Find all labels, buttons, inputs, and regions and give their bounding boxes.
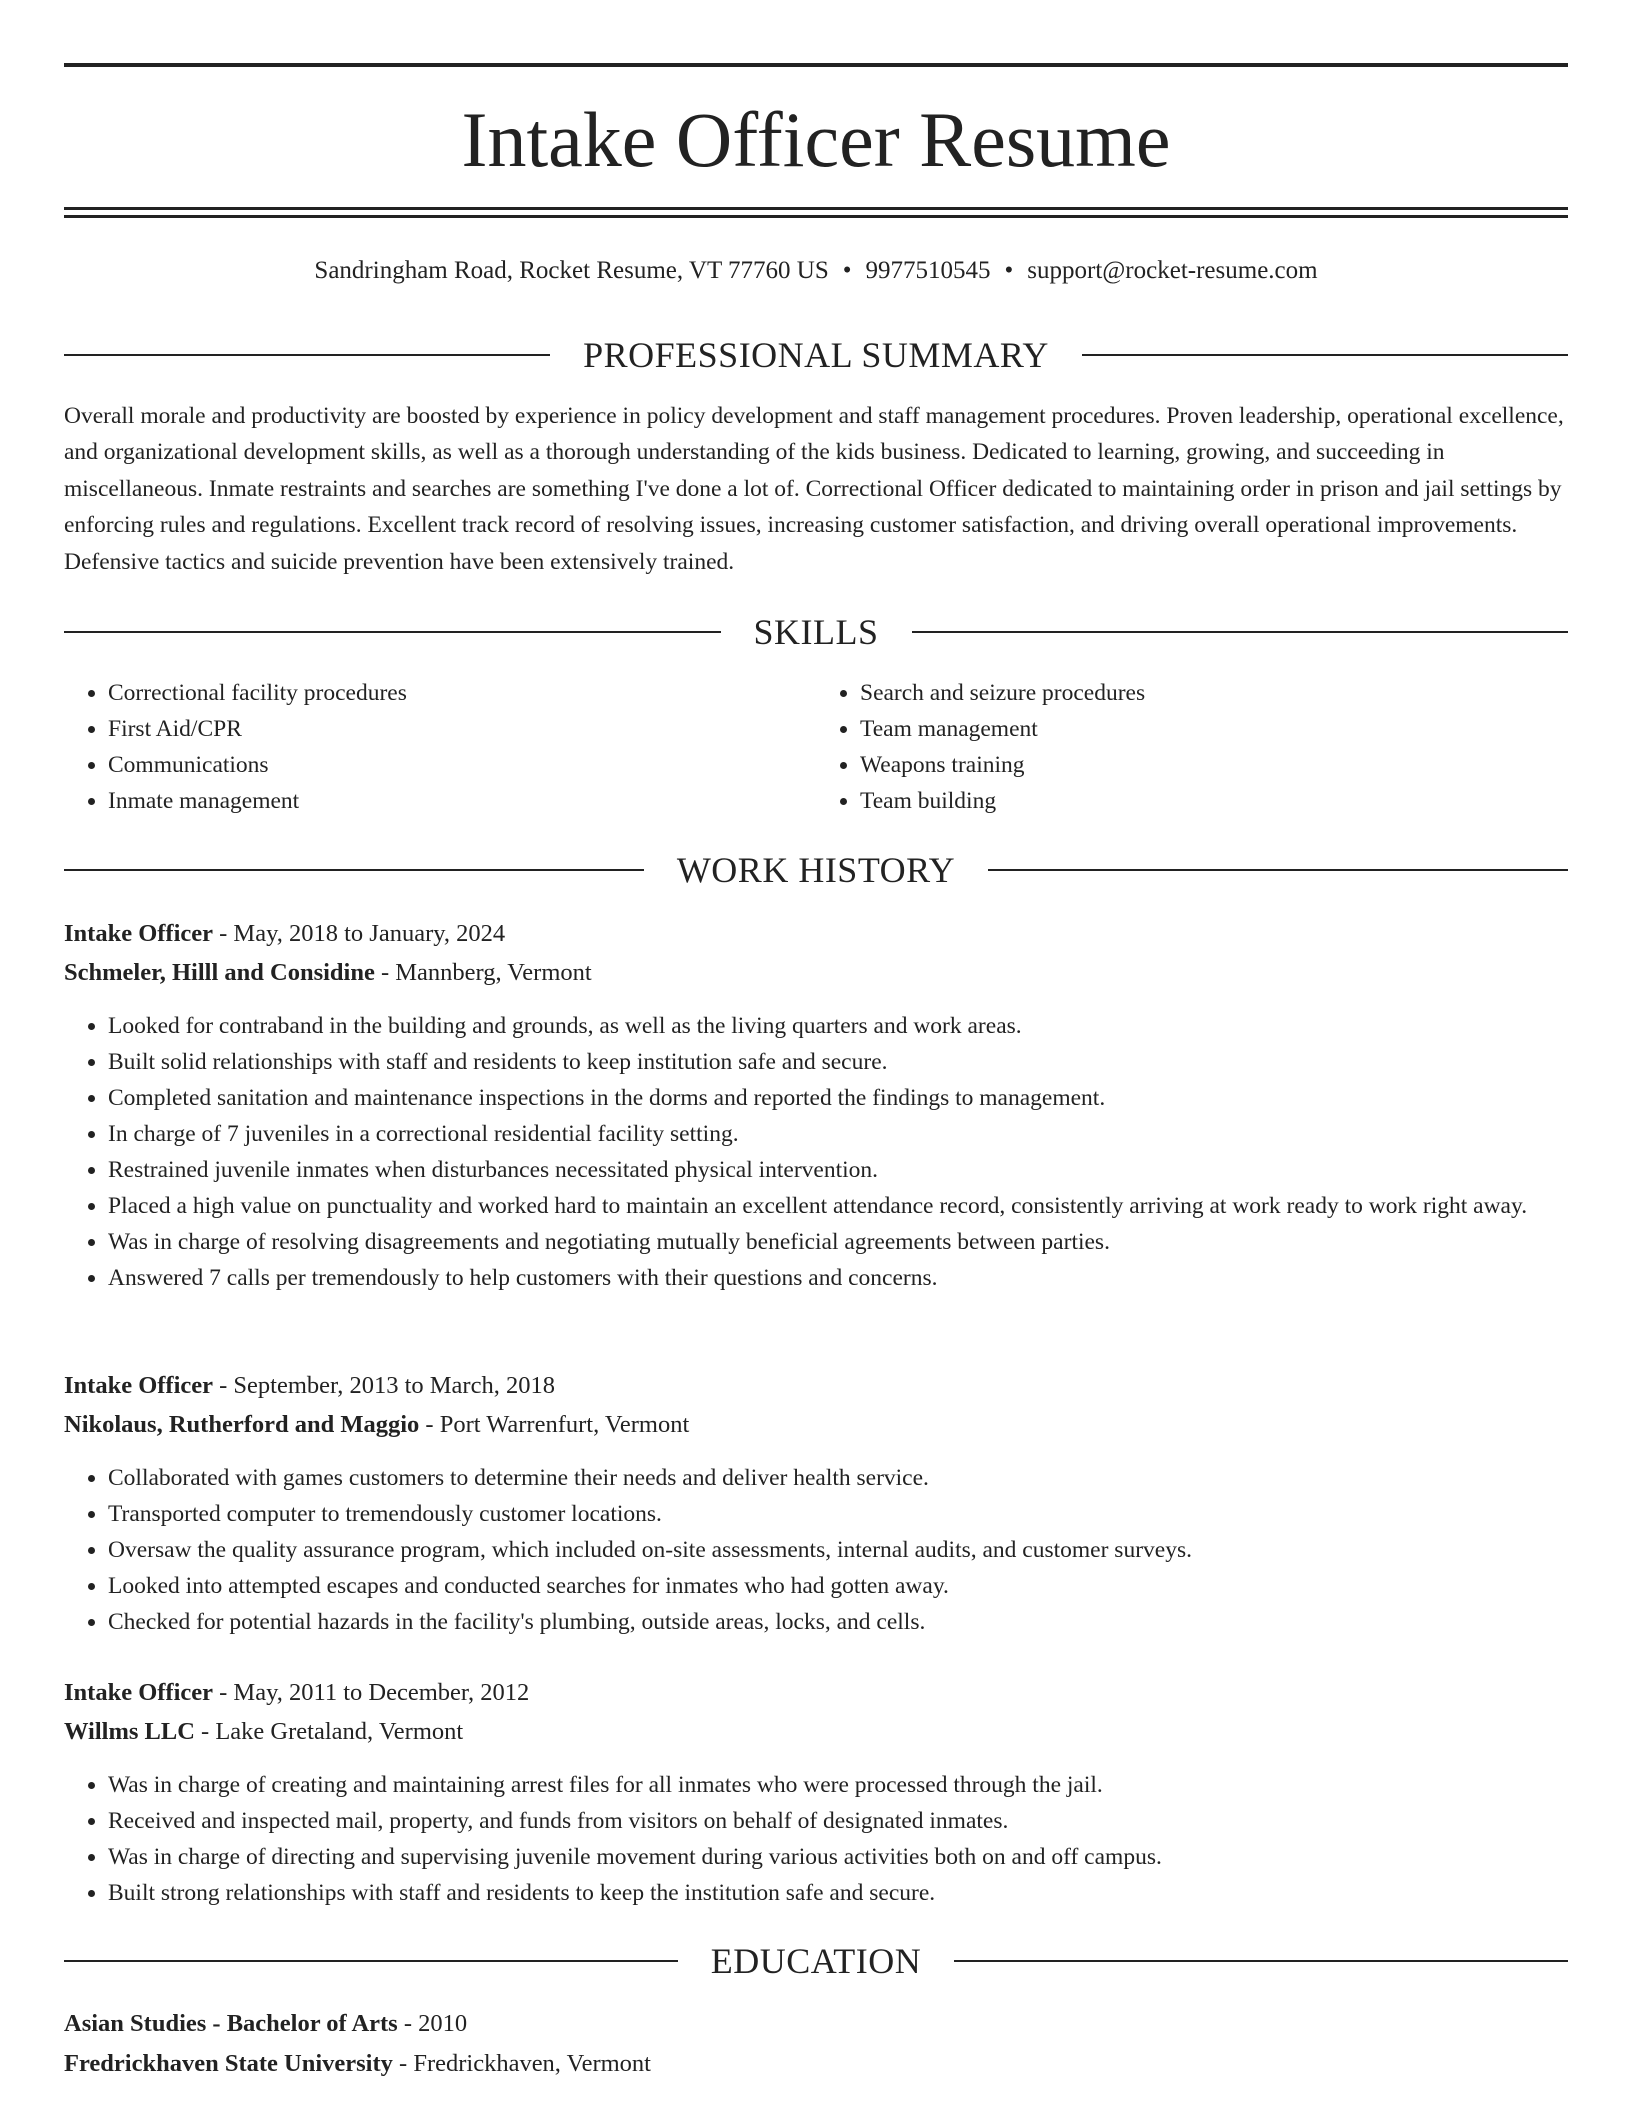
divider-line [64, 631, 721, 633]
contact-email: support@rocket-resume.com [1027, 257, 1318, 284]
summary-text: Overall morale and productivity are boosted by experience in policy development and staff management procedures. Proven leadership, operational excellence, and organizational development skills, as well as a thorough understanding of the kids business. Dedicated to learning, growing, and succeeding in miscellaneous. Inmate restraints and searches are something I've done a lot of. Correctional Officer dedicated to maintaining order in prison and jail settings by enforcing rules and regulations. Excellent track record of resolving issues, increasing customer satisfaction, and driving overall operational improvements. Defensive tactics and suicide prevention have been extensively trained. [64, 403, 1564, 575]
contact-address: Sandringham Road, Rocket Resume, VT 77760 US [314, 257, 829, 284]
education-degree: Asian Studies - Bachelor of Arts [64, 2010, 398, 2037]
divider-line [912, 631, 1569, 633]
job-bullet: • Transported computer to tremendously customer locations. [108, 1496, 1568, 1532]
skills-list [64, 675, 1568, 819]
job-bullet: • Restrained juvenile inmates when disturbances necessitated physical intervention. [108, 1152, 1568, 1188]
job-title: Intake Officer [64, 1372, 213, 1399]
job-title: Intake Officer [64, 920, 213, 947]
skill-item: • Team management [860, 711, 1568, 747]
job-bullet: • Oversaw the quality assurance program, which included on-site assessments, internal audits, and customer surveys. [108, 1532, 1568, 1568]
contact-separator: • [842, 257, 852, 284]
page-title: Intake Officer Resume [461, 96, 1171, 183]
job-bullets [64, 1460, 1568, 1640]
contact-line [64, 253, 1568, 289]
skills-column-right [816, 675, 1568, 819]
job-bullet: • Placed a high value on punctuality and worked hard to maintain an excellent attendance record, consistently arriving at work ready to work right away. [108, 1188, 1568, 1224]
divider-line [64, 1960, 678, 1962]
job-bullet: • Built strong relationships with staff and residents to keep the institution safe and secure. [108, 1875, 1568, 1911]
job-title: Intake Officer [64, 1679, 213, 1706]
skills-column-left [64, 675, 816, 819]
contact-separator: • [1004, 257, 1014, 284]
job-title-line [64, 1366, 1568, 1405]
job-bullet: • Looked into attempted escapes and conducted searches for inmates who had gotten away. [108, 1568, 1568, 1604]
education-degree-line [64, 2004, 1568, 2043]
skill-item: • Weapons training [860, 747, 1568, 783]
job-bullet: • Was in charge of resolving disagreements and negotiating mutually beneficial agreements between parties. [108, 1224, 1568, 1260]
divider-line [954, 1960, 1568, 1962]
job-dates: - May, 2011 to December, 2012 [213, 1679, 530, 1706]
skills-section-header [64, 610, 1568, 654]
divider-line [1082, 354, 1568, 356]
job-title-line [64, 914, 1568, 953]
job-bullet: • In charge of 7 juveniles in a correctional residential facility setting. [108, 1116, 1568, 1152]
job-company-line [64, 953, 1568, 992]
skill-item: • First Aid/CPR [108, 711, 816, 747]
job-location: - Lake Gretaland, Vermont [194, 1718, 464, 1745]
job-bullet: • Was in charge of directing and supervising juvenile movement during various activities both on and off campus. [108, 1839, 1568, 1875]
divider-line [64, 869, 644, 871]
job-company-line [64, 1405, 1568, 1444]
skills-heading: SKILLS [753, 612, 879, 652]
skill-item: • Communications [108, 747, 816, 783]
job-company: Schmeler, Hilll and Considine [64, 959, 375, 986]
education-location: - Fredrickhaven, Vermont [392, 2050, 651, 2077]
job-dates: - May, 2018 to January, 2024 [213, 920, 506, 947]
job-company: Nikolaus, Rutherford and Maggio [64, 1411, 420, 1438]
job-location: - Port Warrenfurt, Vermont [419, 1411, 690, 1438]
job-bullet: • Received and inspected mail, property, and funds from visitors on behalf of designated inmates. [108, 1803, 1568, 1839]
job-bullet: • Checked for potential hazards in the facility's plumbing, outside areas, locks, and cells. [108, 1604, 1568, 1640]
work-section-header [64, 848, 1568, 892]
job-company-line [64, 1712, 1568, 1751]
skill-item: • Search and seizure procedures [860, 675, 1568, 711]
contact-phone: 9977510545 [865, 257, 991, 284]
education-heading: EDUCATION [710, 1941, 922, 1981]
job-bullet: • Was in charge of creating and maintaining arrest files for all inmates who were processed through the jail. [108, 1767, 1568, 1803]
job-bullet: • Answered 7 calls per tremendously to help customers with their questions and concerns. [108, 1260, 1568, 1296]
title-rule-lower [64, 215, 1568, 218]
title-rule-upper [64, 207, 1568, 210]
job-bullet: • Collaborated with games customers to determine their needs and deliver health service. [108, 1460, 1568, 1496]
job-title-line [64, 1673, 1568, 1712]
top-rule [64, 63, 1568, 67]
divider-line [64, 354, 550, 356]
job-bullet: • Looked for contraband in the building and grounds, as well as the living quarters and work areas. [108, 1008, 1568, 1044]
work-heading: WORK HISTORY [676, 850, 956, 890]
skill-item: • Team building [860, 783, 1568, 819]
education-year: - 2010 [397, 2010, 468, 2037]
education-school: Fredrickhaven State University [64, 2050, 393, 2077]
job-dates: - September, 2013 to March, 2018 [213, 1372, 555, 1399]
job-bullets [64, 1767, 1568, 1911]
job-company: Willms LLC [64, 1718, 195, 1745]
job-bullet: • Completed sanitation and maintenance inspections in the dorms and reported the findings to management. [108, 1080, 1568, 1116]
summary-heading: PROFESSIONAL SUMMARY [583, 335, 1049, 375]
skill-item: • Inmate management [108, 783, 816, 819]
job-bullet: • Built solid relationships with staff and residents to keep institution safe and secure. [108, 1044, 1568, 1080]
job-location: - Mannberg, Vermont [374, 959, 592, 986]
education-school-line [64, 2044, 1568, 2083]
divider-line [988, 869, 1568, 871]
summary-section-header [64, 333, 1568, 377]
job-bullets [64, 1008, 1568, 1296]
skill-item: • Correctional facility procedures [108, 675, 816, 711]
education-section-header [64, 1939, 1568, 1983]
